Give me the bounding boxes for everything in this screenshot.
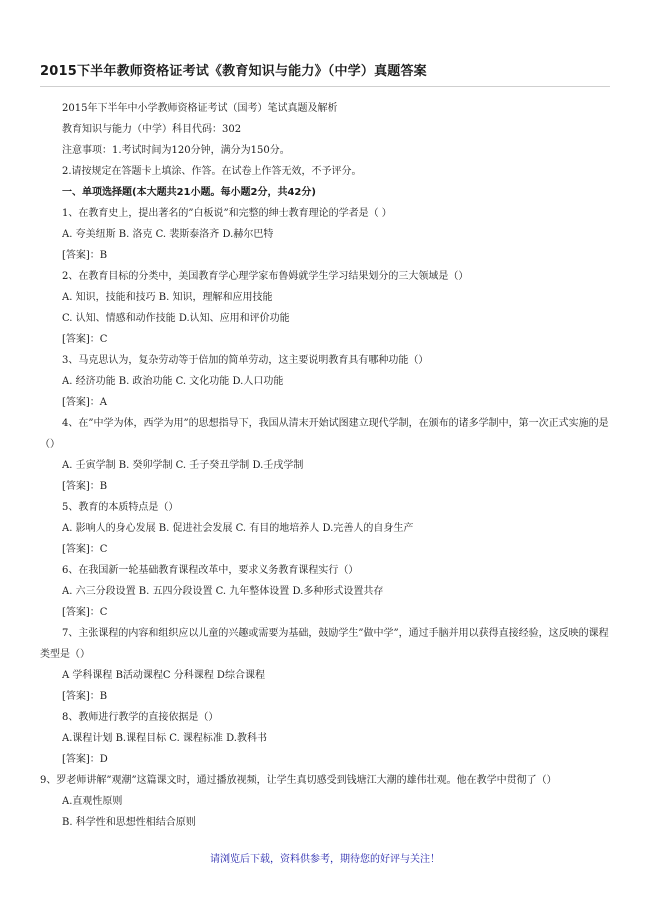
question-stem: 7、主张课程的内容和组织应以儿童的兴趣或需要为基础，鼓励学生”做中学”，通过手脑并用以获得直接经验，这反映的课程类型是（） [40,628,609,660]
question-options: A.直观性原则 [62,796,123,807]
question-options: A. 夸美纽斯 B. 洛克 C. 裴斯泰洛齐 D.赫尔巴特 [62,229,274,240]
question-options: A. 知识，技能和技巧 B. 知识，理解和应用技能 [62,292,273,303]
page-title: 2015下半年教师资格证考试《教育知识与能力》（中学）真题答案 [40,64,427,79]
question-options: A. 壬寅学制 B. 癸卯学制 C. 壬子癸丑学制 D.壬戌学制 [62,460,304,471]
question-options: A. 六三分段设置 B. 五四分段设置 C. 九年整体设置 D.多种形式设置共存 [62,586,384,597]
intro-line: 2015年下半年中小学教师资格证考试（国考）笔试真题及解析 [62,103,338,114]
question-options: A. 影响人的身心发展 B. 促进社会发展 C. 有目的地培养人 D.完善人的自身生产 [62,523,414,534]
document-body [40,98,612,833]
answer-line: [答案]：C [62,544,108,555]
question-options: B. 科学性和思想性相结合原则 [62,817,196,828]
intro-line: 注意事项：1.考试时间为120分钟，满分为150分。 [62,145,290,156]
question-stem: 6、在我国新一轮基础教育课程改革中，要求义务教育课程实行（） [62,565,359,576]
question-stem: 4、在”中学为体，西学为用”的思想指导下，我国从清末开始试图建立现代学制，在颁布的诸多学制中，第一次正式实施的是（） [40,418,609,450]
question-stem: 3、马克思认为，复杂劳动等于倍加的简单劳动，这主要说明教育具有哪种功能（） [62,355,429,366]
question-options: C. 认知、情感和动作技能 D.认知、应用和评价功能 [62,313,290,324]
answer-line: [答案]：D [62,754,108,765]
question-stem: 1、在教育史上，提出著名的”白板说”和完整的绅士教育理论的学者是（ ） [62,208,392,219]
question-stem: 9、罗老师讲解”观潮”这篇课文时，通过播放视频，让学生真切感受到钱塘江大潮的雄伟壮观。他在教学中贯彻了（） [40,775,557,786]
title-divider [40,86,610,87]
answer-line: [答案]：B [62,481,108,492]
answer-line: [答案]：C [62,607,108,618]
download-notice: 请浏览后下载，资料供参考，期待您的好评与关注！ [210,854,440,865]
question-stem: 5、教育的本质特点是（） [62,502,179,513]
intro-line: 2.请按规定在答题卡上填涂、作答。在试卷上作答无效，不予评分。 [62,166,362,177]
question-options: A. 经济功能 B. 政治功能 C. 文化功能 D.人口功能 [62,376,284,387]
answer-line: [答案]：A [62,397,108,408]
answer-line: [答案]：B [62,250,108,261]
question-stem: 8、教师进行教学的直接依据是（） [62,712,219,723]
section-heading: 一、单项选择题(本大题共21小题。每小题2分，共42分) [62,187,316,198]
answer-line: [答案]：B [62,691,108,702]
question-stem: 2、在教育目标的分类中，美国教育学心理学家布鲁姆就学生学习结果划分的三大领域是（） [62,271,469,282]
answer-line: [答案]：C [62,334,108,345]
intro-line: 教育知识与能力（中学）科目代码：302 [62,124,242,135]
question-options: A.课程计划 B.课程目标 C. 课程标准 D.教科书 [62,733,267,744]
question-options: A 学科课程 B活动课程C 分科课程 D综合课程 [62,670,265,681]
